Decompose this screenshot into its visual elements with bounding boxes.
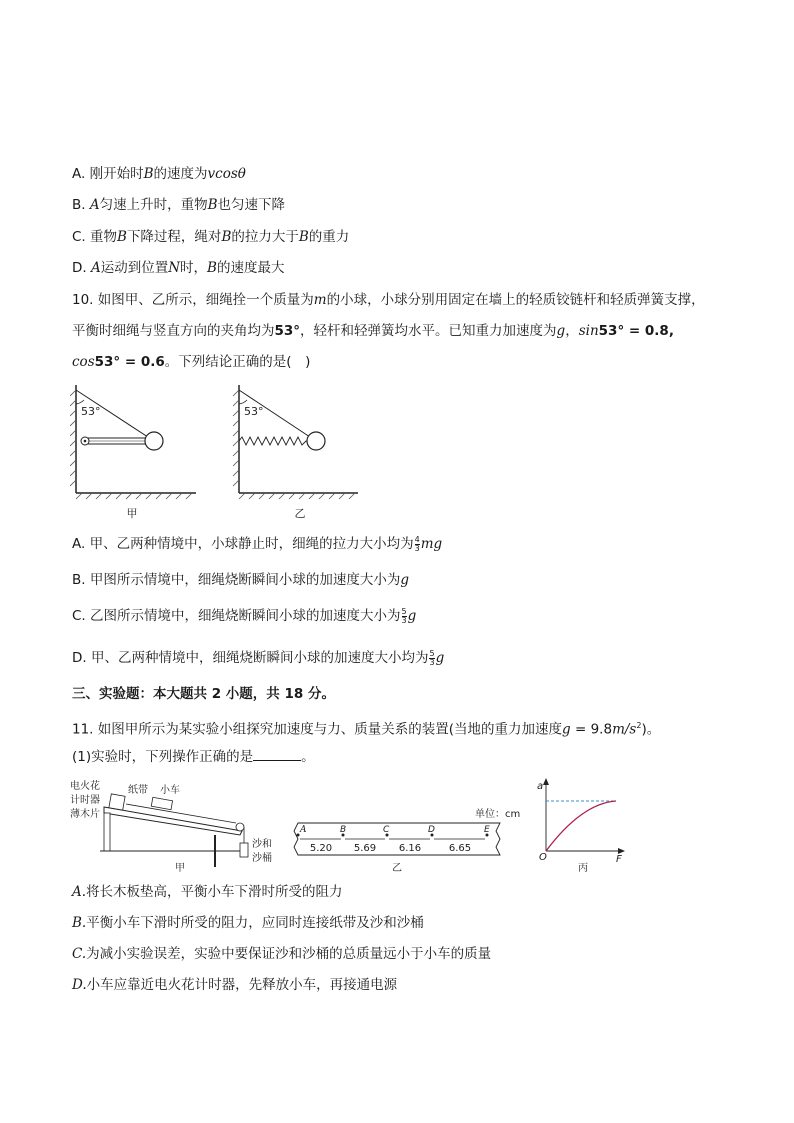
tape-value-4: 6.65 — [448, 843, 472, 854]
tape-point-B: B — [340, 825, 347, 835]
q11-option-a: A.将长木板垫高，平衡小车下滑时所受的阻力 — [72, 884, 343, 900]
figure-bing-graph — [537, 778, 625, 874]
q10-figures — [70, 380, 370, 520]
q10-option-d: D. 甲、乙两种情境中，细绳烧断瞬间小球的加速度大小均为 $\frac{5}{3}$ g — [72, 648, 445, 667]
figure-yi-tape — [294, 807, 520, 874]
q11-figures — [70, 775, 640, 875]
q10-option-b: B. 甲图所示情境中，细绳烧断瞬间小球的加速度大小为g — [72, 572, 409, 588]
jia-angle-label: 53° — [81, 405, 101, 418]
tape-value-1: 5.20 — [309, 843, 333, 854]
graph-axis-a: a — [537, 781, 544, 792]
section-heading: 三、实验题：本大题共 2 小题，共 18 分。 — [72, 686, 335, 702]
tape-value-2: 5.69 — [353, 843, 377, 854]
q11-option-c: C.为减小实验误差，实验中要保证沙和沙桶的总质量远小于小车的质量 — [72, 946, 492, 962]
q10-stem-line2: 平衡时细绳与竖直方向的夹角均为53°，轻杆和轻弹簧均水平。已知重力加速度为g，sin53° = 0.8, — [72, 323, 674, 339]
bing-caption: 丙 — [578, 863, 588, 874]
tape-point-A: A — [300, 825, 307, 835]
q9-option-b: B. A匀速上升时，重物B也匀速下降 — [72, 197, 286, 213]
fraction-5-3: $\frac{5}{3}$ — [429, 648, 435, 667]
q10-stem-line3: cos53° = 0.6。下列结论正确的是( ) — [72, 354, 311, 370]
graph-origin: O — [539, 852, 547, 863]
graph-axis-F: F — [616, 854, 622, 865]
label-timer-1: 电火花 — [70, 781, 100, 792]
q11-option-b: B.平衡小车下滑时所受的阻力，应同时连接纸带及沙和沙桶 — [72, 915, 424, 931]
label-sand-1: 沙和 — [252, 839, 272, 850]
tape-point-E: E — [484, 825, 490, 835]
fraction-4-3: $\frac{4}{3}$ — [414, 534, 420, 553]
q11-stem: 11. 如图甲所示为某实验小组探究加速度与力、质量关系的装置(当地的重力加速度$g = 9.8m/s^2$)。 — [72, 721, 661, 738]
jia-caption: 甲 — [126, 507, 138, 520]
jia-caption-11: 甲 — [175, 863, 185, 874]
fraction-5-3: $\frac{5}{3}$ — [401, 606, 407, 625]
label-shim: 薄木片 — [70, 809, 100, 820]
tape-value-3: 6.16 — [398, 843, 422, 854]
q9-option-c: C. 重物B下降过程，绳对B的拉力大于B的重力 — [72, 229, 350, 245]
q9-option-d: D. A运动到位置N时，B的速度最大 — [72, 260, 285, 276]
figure-jia-apparatus — [70, 779, 272, 874]
label-timer-2: 计时器 — [70, 795, 100, 806]
q9-option-a: A. 刚开始时B的速度为vcosθ — [72, 166, 246, 182]
label-sand-2: 沙桶 — [252, 853, 272, 864]
q11-sub1: (1)实验时，下列操作正确的是 。 — [72, 749, 315, 765]
q10-stem-line1: 10. 如图甲、乙所示，细绳拴一个质量为m的小球，小球分别用固定在墙上的轻质铰链杆和轻质弹簧支撑， — [72, 292, 705, 308]
figure-jia — [70, 385, 196, 520]
tape-point-C: C — [383, 825, 390, 835]
label-cart: 小车 — [160, 785, 180, 796]
label-tape: 纸带 — [128, 785, 148, 796]
q10-option-c: C. 乙图所示情境中，细绳烧断瞬间小球的加速度大小为 $\frac{5}{3}$ g — [72, 606, 417, 625]
q11-option-d: D.小车应靠近电火花计时器，先释放小车，再接通电源 — [72, 977, 398, 993]
yi-caption-11: 乙 — [392, 863, 402, 874]
answer-blank[interactable] — [253, 748, 301, 761]
tape-point-D: D — [428, 825, 435, 835]
q10-option-a: A. 甲、乙两种情境中，小球静止时，细绳的拉力大小均为 $\frac{4}{3}$ mg — [72, 534, 443, 553]
yi-angle-label: 53° — [244, 405, 264, 418]
tape-unit: 单位：cm — [475, 809, 521, 820]
yi-caption: 乙 — [294, 507, 306, 520]
figure-yi — [233, 385, 358, 520]
